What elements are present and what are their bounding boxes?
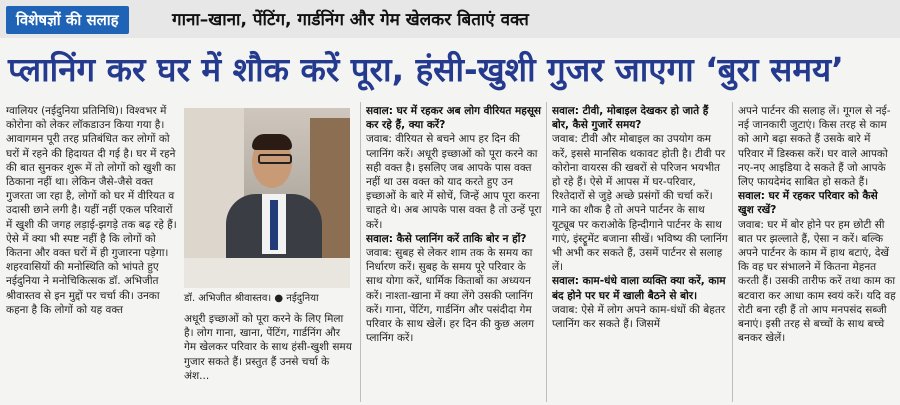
doctor-photo	[184, 108, 350, 288]
photo-caption: डॉ. अभिजीत श्रीवास्तव। ● नईदुनिया	[184, 293, 319, 304]
article-column-1	[6, 104, 178, 404]
answer: जवाब: टीवी और मोबाइल का उपयोग कम करें, इससे मानसिक थकावट होती है। टीवी पर कोरोना वायरस की खबरों से परिजन भयभीत हो रहे हैं। ऐसे में आपस में घर-परिवार, रिश्तेदारों से जुड़े अच्छे प्रसंगों की चर्चा करें। गाने का शौक है तो अपने पार्टनर के साथ यूट्यूब पर कराओके हिन्दीगाने पार्टनर के साथ गाएं, इंस्ट्रूमेंट बजाना सीखें। भविष्य की प्लानिंग भी अभी कर सकते हैं, उसमें पार्टनर से सलाह लें।	[552, 133, 728, 274]
answer: अपने पार्टनर की सलाह लें। गूगल से नई-नई जानकारी जुटाएं। किस तरह से काम को आगे बढ़ा सकते हैं उसके बारे में परिवार में डिस्कस करें। घर वाले आपको नए-नए आइडिया दे सकते हैं जो आपके लिए फायदेमंद साबित हो सकते हैं।	[738, 105, 891, 189]
section-kicker: विशेषज्ञों की सलाह	[6, 6, 129, 34]
article-column-3	[366, 104, 542, 404]
answer: जवाब: घर में बोर होने पर हम छोटी सी बात पर झल्लाते हैं, ऐसा न करें। बल्कि अपने पार्टनर के काम में हाथ बटाएं, देखें कि वह घर संभालने में कितना मेहनत करती हैं। उसकी तारीफ करें तथा काम का बटवारा कर आधा काम स्वयं करें। यदि वह रोटी बना रही हैं तो आप मनपसंद सब्जी बनाएं। इसी तरह से बच्चों के साथ बच्चे बनकर खेलें।	[738, 218, 896, 345]
column-divider	[546, 102, 547, 402]
answer: जवाब: ऐसे में लोग अपने काम-धंधों की बेहतर प्लानिंग कर सकते हैं। जिसमें	[552, 303, 726, 331]
question: सवाल: टीवी, मोबाइल देखकर हो जाते हैं बोर, कैसे गुजारें समय?	[552, 105, 709, 132]
column-divider	[360, 102, 361, 402]
subheadline: गाना–खाना, पेंटिंग, गार्डनिंग और गेम खेलकर बिताएं वक्त	[172, 10, 529, 30]
question: सवाल: काम-धंधे वाला व्यक्ति क्या करें, काम बंद होने पर घर में खाली बैठने से बोर।	[552, 275, 726, 302]
intro-text: ग्वालियर (नईदुनिया प्रतिनिधि)। विश्वभर में कोरोना को लेकर लॉकडाउन किया गया है। आवागमन पूरी तरह प्रतिबंधित कर लोगों को घरों में रहने की हिदायत दी गई है। घर में रहने की बात सुनकर शुरू में तो लोगों को खुशी का ठिकाना नहीं था। लेकिन जैसे-जैसे वक्त गुजरता जा रहा है, लोगों को घर में वीरियत व उदासी छाने लगी है। यहीं नहीं एकल परिवारों में खुशी की जगह लड़ाई-झगड़े तक बढ़ रहे हैं। ऐसे में क्या भी स्पष्ट नहीं है कि लोगों को कितना और वक्त घरों में ही गुजारना पड़ेगा। शहरवासियों की मनोस्थिति को भांपते हुए नईदुनिया ने मनोचिकित्सक डॉ. अभिजीत श्रीवास्तव से इन मुद्दों पर चर्चा की। उनका कहना है कि लोगों को यह वक्त	[6, 105, 177, 316]
article-column-2-text	[184, 312, 354, 404]
column-divider	[732, 102, 733, 402]
answer: जवाब: वीरियत से बचने आप हर दिन की प्लानिंग करें। अधूरी इच्छाओं को पूरा करने का सही वक्त है। इसलिए जब आपके पास वक्त नहीं था उस वक्त को याद करते हुए उन इच्छाओं के बारे में सोचें, जिन्हें आप पूरा करना चाहते थे। अब आपके पास वक्त है तो उन्हें पूरा करें।	[366, 133, 542, 231]
section-header-bar	[0, 0, 900, 38]
question: सवाल: घर में रहकर परिवार को कैसे खुश रखें?	[738, 190, 878, 217]
question: सवाल: घर में रहकर अब लोग वीरियत महसूस कर रहे हैं, क्या करें?	[366, 105, 542, 132]
article-column-5	[738, 104, 896, 404]
column-2-paragraph: अधूरी इच्छाओं को पूरा करने के लिए मिला है। लोग गाना, खाना, पेंटिंग, गार्डनिंग और गेम खेलकर परिवार के साथ हंसी-खुशी समय गुजार सकते हैं। प्रस्तुत हैं उनसे चर्चा के अंश...	[184, 313, 352, 382]
question: सवाल: कैसे प्लानिंग करें ताकि बोर न हों?	[366, 232, 527, 245]
answer: जवाब: सुबह से लेकर शाम तक के समय का निर्धारण करें। सुबह के समय पूरे परिवार के साथ योगा करें, धार्मिक किताबों का अध्ययन करें। नाश्ता-खाना में क्या लेंगे उसकी प्लानिंग करें। गाना, पेंटिंग, गार्डनिंग और पसंदीदा गेम परिवार के साथ खेलें। हर दिन की कुछ अलग प्लानिंग करें।	[366, 247, 535, 345]
article-column-4	[552, 104, 728, 404]
headline: प्लानिंग कर घर में शौक करें पूरा, हंसी-खुशी गुजर जाएगा ‘बुरा समय’	[8, 50, 844, 89]
